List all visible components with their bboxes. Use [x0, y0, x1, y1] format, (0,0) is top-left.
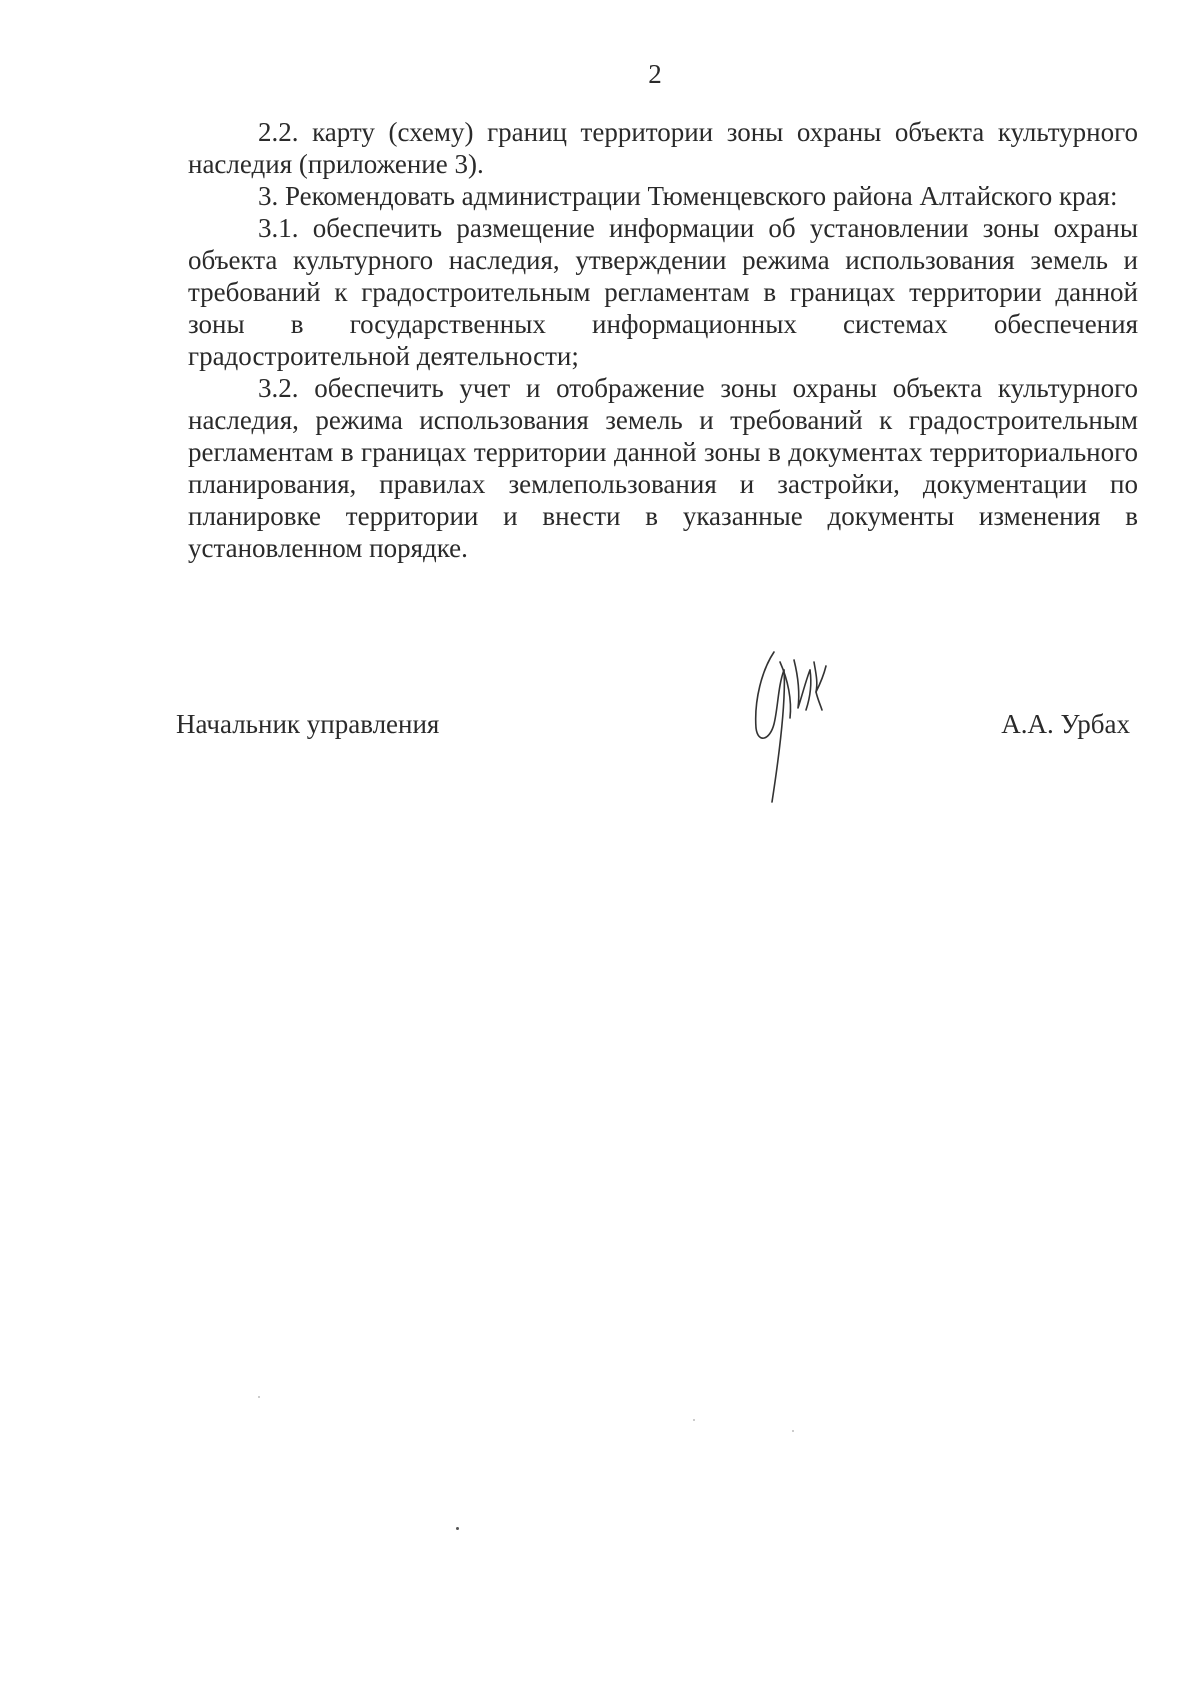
paragraph-3: 3. Рекомендовать администрации Тюменцевского района Алтайского края: — [258, 181, 1118, 211]
scan-speck — [792, 1430, 794, 1432]
paragraph-3-1: 3.1. обеспечить размещение информации об установлении зоны охраны объекта культурного наследия, утверждении режима использования земель и требований к градостроительным регламентам в границах территории данной зоны в государственных информационных системах обеспечения градостроительной деятельности; — [188, 213, 1138, 371]
signature-block — [176, 708, 1130, 748]
scan-speck — [693, 1419, 695, 1421]
signatory-position: Начальник управления — [176, 709, 440, 739]
document-body — [188, 116, 1138, 564]
page-number: 2 — [648, 59, 662, 89]
signatory-name: А.А. Урбах — [1001, 709, 1130, 739]
paragraph-2-2: 2.2. карту (схему) границ территории зоны охраны объекта культурного наследия (приложение 3). — [188, 117, 1138, 179]
scan-speck — [456, 1527, 459, 1530]
handwritten-signature — [740, 640, 850, 810]
scan-speck — [258, 1396, 260, 1398]
paragraph-3-2: 3.2. обеспечить учет и отображение зоны охраны объекта культурного наследия, режима использования земель и требований к градостроительным регламентам в границах территории данной зоны в документах территориального планирования, правилах землепользования и застройки, документации по планировке территории и внести в указанные документы изменения в установленном порядке. — [188, 373, 1138, 563]
